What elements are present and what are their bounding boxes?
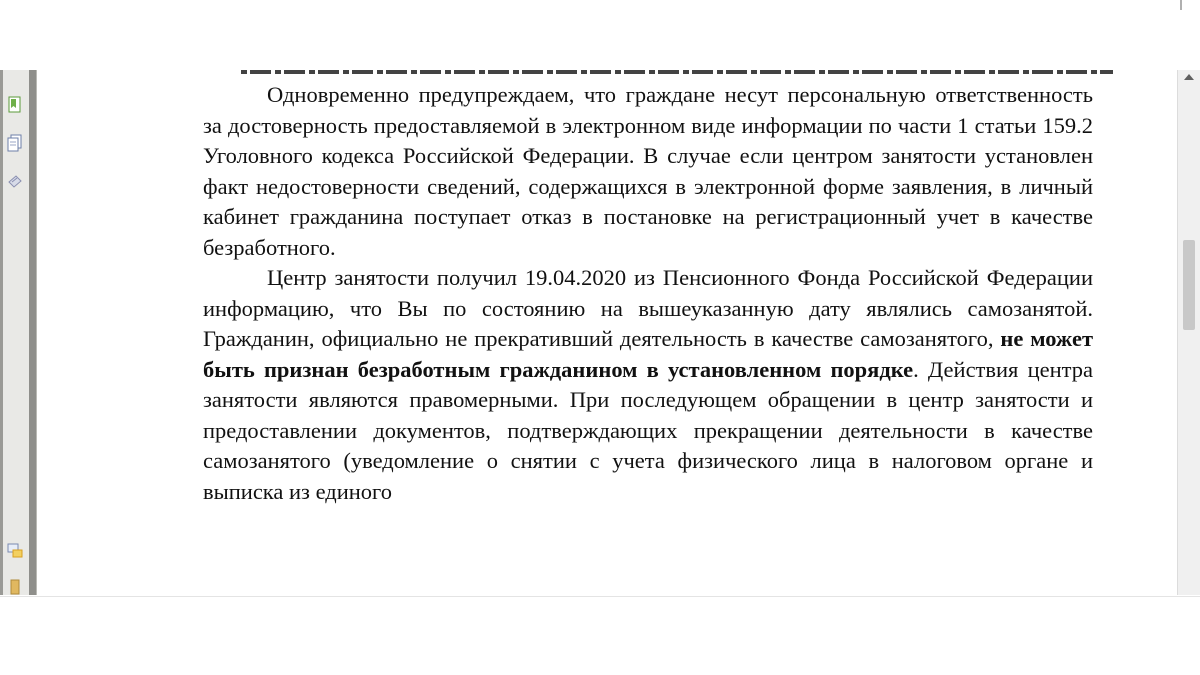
- navigation-panel: [0, 70, 37, 595]
- panel-splitter[interactable]: [29, 70, 36, 595]
- pages-icon[interactable]: [7, 134, 23, 152]
- window-edge-marker: [1180, 0, 1182, 10]
- pdf-viewer: [0, 70, 1200, 595]
- bookmarks-icon[interactable]: [7, 96, 23, 114]
- panel-border: [0, 70, 3, 595]
- comments-icon[interactable]: [7, 542, 23, 560]
- document-page: [37, 70, 1175, 595]
- previous-line-fragment: [241, 70, 1113, 74]
- paragraph-self-employed: [203, 263, 1093, 507]
- scroll-up-arrow-icon[interactable]: [1184, 74, 1194, 80]
- bold-statement: не может быть признан безработным гражданином в установленном порядке: [203, 326, 1093, 382]
- scroll-thumb[interactable]: [1183, 240, 1195, 330]
- attachments-icon[interactable]: [7, 172, 23, 190]
- paragraph-text-end: . Действия центра занятости являются правомерными. При последующем обращении в центр занятости и предоставлении документов, подтверждающих прекращении деятельности в качестве самозанятого (уведомление о снятии с учета физического лица в налоговом органе и выписка из единого: [203, 356, 1093, 504]
- paragraph-warning: Одновременно предупреждаем, что граждане несут персональную ответственность за достоверность предоставляемой в электронном виде информации по части 1 статьи 159.2 Уголовного кодекса Российской Федерации. В случае если центром занятости установлен факт недостоверности сведений, содержащихся в электронной форме заявления, в личный кабинет гражданина поступает отказ в постановке на регистрационный учет в качестве безработного.: [203, 82, 1093, 260]
- vertical-scrollbar[interactable]: [1177, 70, 1200, 595]
- paragraph-text-start: Центр занятости получил 19.04.2020 из Пенсионного Фонда Российской Федерации информацию, что Вы по состоянию на вышеуказанную дату являлись самозанятой. Гражданин, официально не прекративший деятельность в качестве самозанятого,: [203, 265, 1093, 351]
- signatures-icon[interactable]: [7, 578, 23, 596]
- viewer-bottom-border: [0, 596, 1200, 597]
- document-text: [203, 80, 1093, 507]
